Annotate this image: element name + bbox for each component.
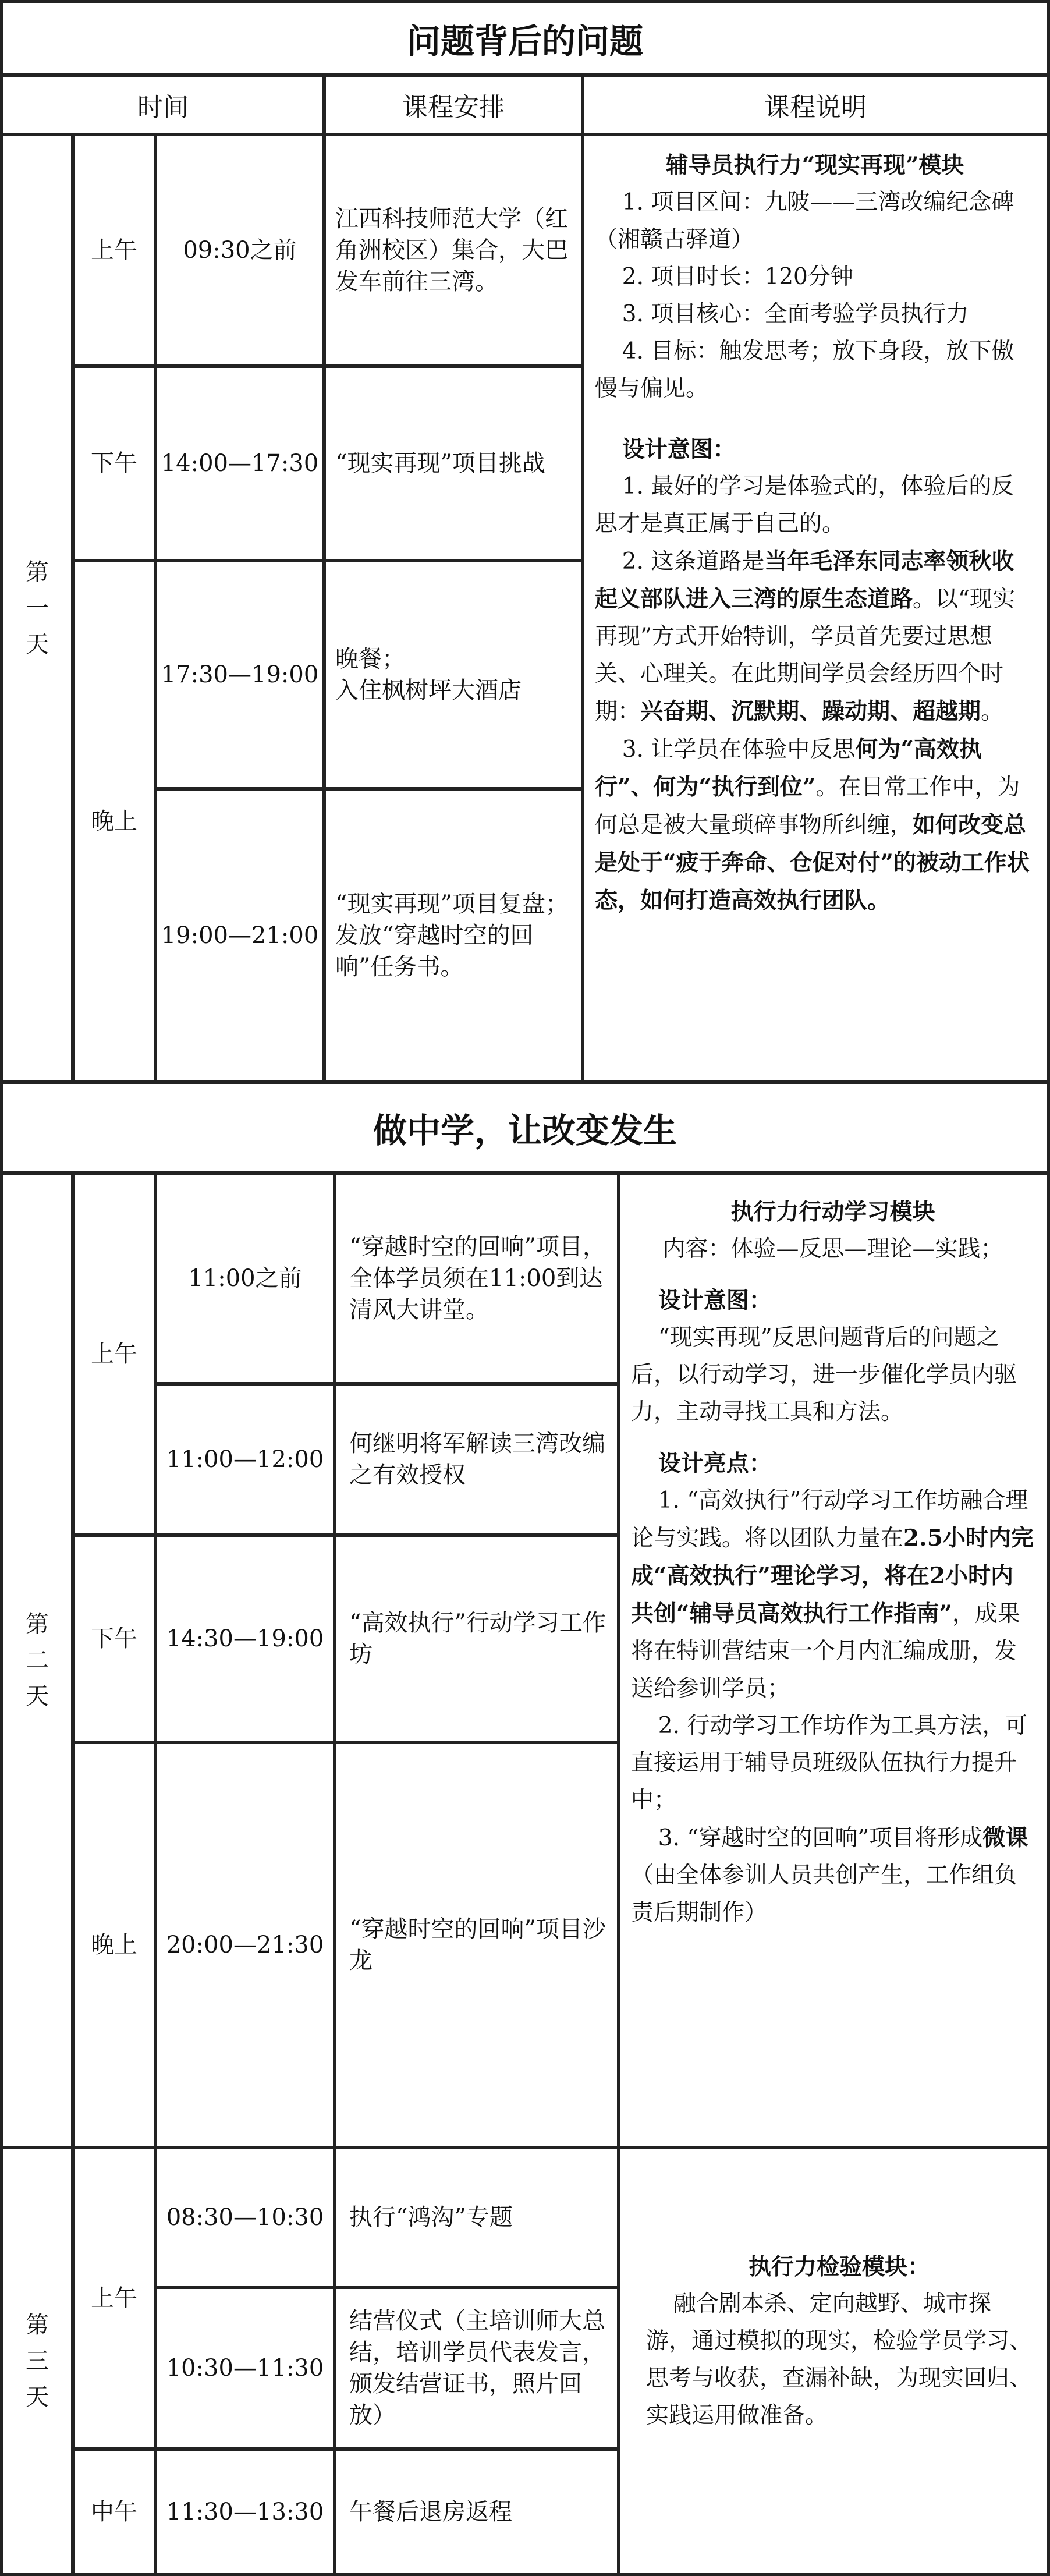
day-label (3, 136, 71, 1080)
text: 3. “穿越时空的回响”项目将形成 (658, 1825, 983, 1851)
header-time: 时间 (137, 93, 189, 122)
desc-item: 3. 项目核心：全面考验学员执行力 (622, 301, 969, 327)
time-slot: 20:00—21:30 (166, 1932, 324, 1958)
header-description: 课程说明 (764, 93, 867, 122)
intent-heading: 设计意图： (622, 436, 736, 463)
highlight-heading: 设计亮点： (658, 1450, 772, 1477)
period-evening: 晚上 (91, 1932, 137, 1958)
schedule-item: “现实再现”项目复盘； 发放“穿越时空的回响”任务书。 (335, 891, 569, 980)
schedule-item: “现实再现”项目挑战 (335, 450, 545, 477)
intent-text: 1. 最好的学习是体验式的，体验后的反思才是真正属于自己的。 (595, 473, 1014, 537)
day-label (3, 2149, 71, 2573)
period-morning: 上午 (91, 2285, 137, 2312)
module-heading: 执行力检验模块： (748, 2253, 930, 2280)
section2-title: 做中学，让改变发生 (373, 1111, 677, 1150)
schedule-item: 执行“鸿沟”专题 (349, 2204, 513, 2231)
period-morning: 上午 (91, 1341, 137, 1367)
schedule-item: 何继明将军解读三湾改编之有效授权 (349, 1430, 605, 1489)
day3-label: 第三天 (26, 2311, 49, 2411)
intent-text (595, 731, 1035, 920)
bold-text: 如何改变总是处于“疲于奔命、仓促对付”的被动工作状态，如何打造高效执行团队。 (595, 812, 1030, 914)
module-text: 融合剧本杀、定向越野、城市探游，通过模拟的现实，检验学员学习、思考与收获，查漏补缺，为现实回归、实践运用做准备。 (646, 2291, 1033, 2429)
time-slot: 11:00之前 (188, 1265, 302, 1292)
text: 。以“现实再现”方式开始特训，学员首先要过思想关、心理关。在此期间学员会经历四个时期： (595, 586, 1015, 725)
text: 1. “高效执行”行动学习工作坊融合理论与实践。将以团队力量在 (631, 1487, 1028, 1551)
intent-text: “现实再现”反思问题背后的问题之后，以行动学习，进一步催化学员内驱力，主动寻找工具和方法。 (631, 1324, 1017, 1425)
schedule-item: “穿越时空的回响”项目，全体学员须在11:00到达清风大讲堂。 (349, 1234, 606, 1323)
schedule-item: 结营仪式（主培训师大总结，培训学员代表发言，颁发结营证书，照片回放） (349, 2308, 605, 2429)
day-label (3, 1175, 71, 2146)
text: （由全体参训人员共创产生，工作组负责后期制作） (631, 1862, 1017, 1926)
bold-text: 2.5小时内完成“高效执行”理论学习，将在2小时内共创“辅导员高效执行工作指南” (631, 1525, 1034, 1627)
highlight-text (631, 1819, 1035, 1932)
module-heading: 执行力行动学习模块 (730, 1199, 935, 1225)
time-slot: 11:00—12:00 (166, 1446, 324, 1473)
section1-description (595, 147, 1035, 920)
text: 2. 这条道路是 (622, 548, 765, 575)
highlight-text: 2. 行动学习工作坊作为工具方法，可直接运用于辅导员班级队伍执行力提升中； (631, 1713, 1028, 1813)
intent-text (595, 543, 1035, 731)
desc-item: 4. 目标：触发思考；放下身段，放下傲慢与偏见。 (595, 338, 1014, 402)
time-slot: 17:30—19:00 (161, 661, 319, 688)
section2-description (631, 1193, 1035, 1932)
period-morning: 上午 (91, 237, 137, 264)
day2-label: 第二天 (26, 1611, 49, 1710)
period-afternoon: 下午 (91, 450, 137, 477)
period-evening: 晚上 (91, 808, 137, 835)
text: 。在日常工作中，为何总是被大量琐碎事物所纠缠， (595, 774, 1020, 838)
schedule-item: “穿越时空的回响”项目沙龙 (349, 1916, 606, 1974)
time-slot: 11:30—13:30 (166, 2498, 324, 2525)
bold-text: 兴奋期、沉默期、躁动期、超越期 (640, 698, 981, 725)
desc-item: 2. 项目时长：120分钟 (622, 264, 853, 290)
period-afternoon: 下午 (91, 1625, 137, 1652)
schedule-item: 晚餐； 入住枫树坪大酒店 (335, 646, 522, 704)
module-heading: 辅导员执行力“现实再现”模块 (665, 152, 964, 179)
desc-item: 1. 项目区间：九陂——三湾改编纪念碑（湘赣古驿道） (595, 189, 1014, 253)
time-slot: 19:00—21:00 (161, 922, 319, 949)
module-content: 内容：体验—反思—理论—实践； (662, 1236, 1003, 1262)
time-slot: 08:30—10:30 (166, 2204, 324, 2231)
period-noon: 中午 (91, 2498, 137, 2525)
schedule-item: “高效执行”行动学习工作坊 (349, 1610, 606, 1668)
time-slot: 10:30—11:30 (166, 2355, 324, 2382)
time-slot: 09:30之前 (183, 237, 297, 264)
text: 3. 让学员在体验中反思 (622, 736, 856, 763)
bold-text: 微课 (982, 1824, 1028, 1851)
highlight-text (631, 1482, 1035, 1707)
text: 。 (981, 699, 1004, 725)
header-schedule: 课程安排 (402, 93, 505, 122)
bold-text: 何为“高效执行”、何为“执行到位” (595, 736, 982, 800)
bold-text: 当年毛泽东同志率领秋收起义部队进入三湾的原生态道路 (595, 548, 1014, 612)
schedule-item: 江西科技师范大学（红角洲校区）集合，大巴发车前往三湾。 (335, 205, 568, 295)
time-slot: 14:30—19:00 (166, 1625, 324, 1652)
text: ，成果将在特训营结束一个月内汇编成册，发送给参训学员； (631, 1601, 1020, 1702)
time-slot: 14:00—17:30 (161, 450, 319, 477)
section3-description (646, 2248, 1033, 2435)
schedule-item: 午餐后退房返程 (349, 2498, 512, 2525)
intent-heading: 设计意图： (658, 1287, 772, 1314)
day1-label: 第一天 (26, 559, 49, 658)
section1-title: 问题背后的问题 (406, 22, 643, 61)
